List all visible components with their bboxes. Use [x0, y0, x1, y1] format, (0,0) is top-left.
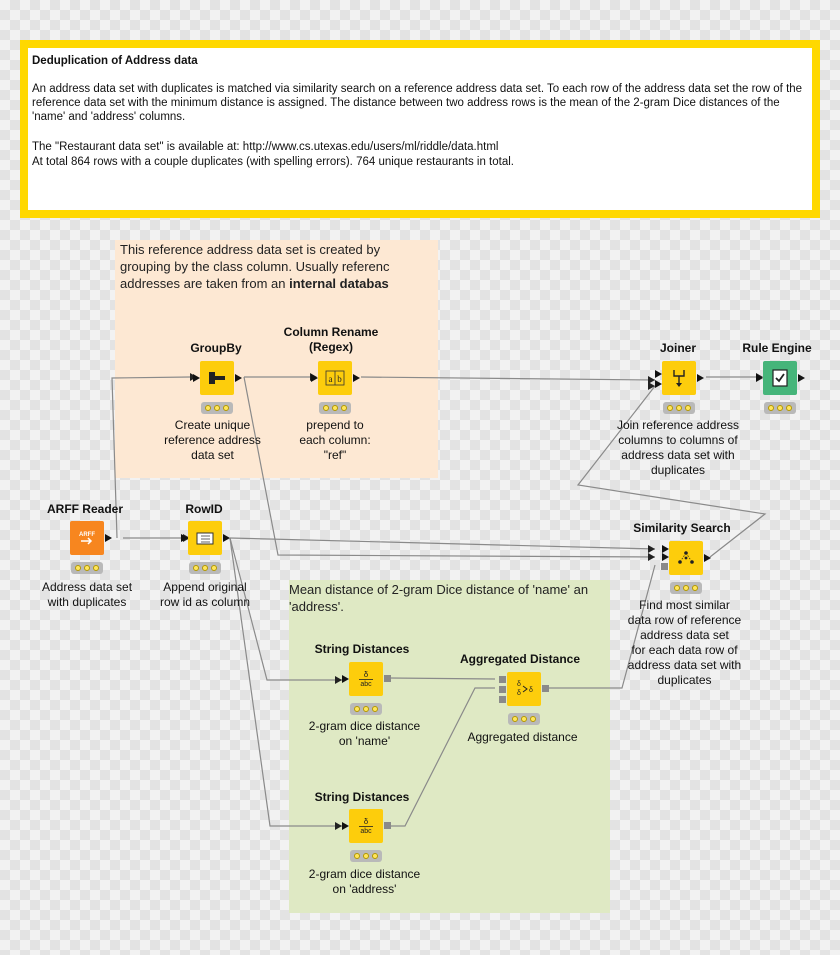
- annotation-reference-line-2: grouping by the class column. Usually referenc: [120, 259, 390, 274]
- arff-reader-node[interactable]: [70, 521, 104, 555]
- svg-text:ARFF: ARFF: [79, 532, 95, 538]
- description-title: Deduplication of Address data: [32, 55, 198, 67]
- column-rename-status-light: [319, 402, 351, 414]
- arrowhead-similarity-search-2: [648, 553, 655, 561]
- svg-text:δ: δ: [363, 817, 369, 826]
- joiner-icon: [662, 361, 696, 395]
- joiner-caption-line-4: duplicates: [650, 463, 706, 477]
- arrowhead-joiner-bottom: [648, 382, 655, 390]
- rowid-caption-line-1: Append original: [163, 580, 247, 594]
- column-rename-title-line-2: (Regex): [308, 340, 353, 354]
- arrowhead-similarity-search-1: [648, 545, 655, 553]
- aggregated-distance-input-port-3[interactable]: [499, 696, 506, 703]
- groupby-caption-line-3: data set: [191, 448, 234, 462]
- joiner-input-port-2[interactable]: [655, 380, 662, 388]
- string-distances-name-status-light: [350, 703, 382, 715]
- groupby-input-port[interactable]: [193, 374, 200, 382]
- string-distances-address-node[interactable]: [349, 809, 383, 843]
- similarity-search-title: Similarity Search: [633, 521, 731, 535]
- column-rename-output-port[interactable]: [353, 374, 360, 382]
- rowid-caption-line-2: row id as column: [159, 595, 251, 609]
- column-rename-node[interactable]: [318, 361, 352, 395]
- arrowhead-string-distances-name: [335, 676, 342, 684]
- arff-reader-caption-line-1: Address data set: [41, 580, 133, 594]
- joiner-caption-line-3: address data set with: [621, 448, 735, 462]
- column-rename-icon: [318, 361, 352, 395]
- groupby-icon: [200, 361, 234, 395]
- string-distances-address-title: String Distances: [314, 790, 410, 804]
- aggregated-distance-icon: [507, 672, 541, 706]
- rowid-icon: [188, 521, 222, 555]
- similarity-search-input-port-3[interactable]: [661, 563, 668, 570]
- column-rename-title-line-1: Column Rename: [283, 325, 379, 339]
- similarity-search-node[interactable]: [669, 541, 703, 575]
- string-distances-address-caption: [297, 867, 432, 897]
- string-distance-icon: [349, 809, 383, 843]
- joiner-input-port-1[interactable]: [655, 370, 662, 378]
- string-distances-name-title: String Distances: [314, 642, 410, 656]
- description-paragraph-1: An address data set with duplicates is matched via similarity search on a reference address data set. To each row of the address data set the row of the reference data set with the minimum distance is assigned. The distance between two address rows is the mean of the 2-gram Dice distances of the 'name' and 'address' columns.: [32, 83, 803, 123]
- rowid-output-port[interactable]: [223, 534, 230, 542]
- rule-engine-input-port[interactable]: [756, 374, 763, 382]
- arff-reader-caption: [22, 580, 152, 610]
- aggregated-distance-output-port[interactable]: [542, 685, 549, 692]
- similarity-search-caption-line-4: for each data row of: [631, 643, 738, 657]
- connection-column-rename-to-joiner: [361, 377, 655, 380]
- connection-groupby-to-similarity-search: [244, 377, 655, 557]
- joiner-caption-line-1: Join reference address: [616, 418, 740, 432]
- aggregated-distance-title: Aggregated Distance: [459, 652, 581, 666]
- joiner-status-light: [663, 402, 695, 414]
- column-rename-caption: [280, 418, 390, 463]
- string-distances-name-caption-line-2: on 'name': [338, 734, 391, 748]
- rowid-input-port[interactable]: [181, 534, 188, 542]
- groupby-output-port[interactable]: [235, 374, 242, 382]
- groupby-status-light: [201, 402, 233, 414]
- similarity-search-caption-line-2: data row of reference: [627, 613, 742, 627]
- joiner-node[interactable]: [662, 361, 696, 395]
- aggregated-distance-input-port-1[interactable]: [499, 676, 506, 683]
- arff-reader-caption-line-2: with duplicates: [47, 595, 127, 609]
- rule-engine-status-light: [764, 402, 796, 414]
- arff-reader-status-light: [71, 562, 103, 574]
- similarity-search-icon: [669, 541, 703, 575]
- string-distances-name-caption-line-1: 2-gram dice distance: [308, 719, 421, 733]
- svg-text:b: b: [337, 374, 342, 384]
- string-distances-address-caption-line-2: on 'address': [332, 882, 397, 896]
- annotation-mean-line-2: 'address'.: [289, 599, 344, 614]
- string-distances-address-status-light: [350, 850, 382, 862]
- string-distances-name-output-port[interactable]: [384, 675, 391, 682]
- string-distances-address-output-port[interactable]: [384, 822, 391, 829]
- connection-string-distances-address-to-aggregated: [390, 688, 495, 826]
- annotation-reference-line-1: This reference address data set is created by: [120, 242, 381, 257]
- rule-engine-icon: [763, 361, 797, 395]
- column-rename-caption-line-1: prepend to: [306, 418, 364, 432]
- rowid-status-light: [189, 562, 221, 574]
- annotation-mean-line-1: Mean distance of 2-gram Dice distance of 'name' an: [289, 582, 589, 597]
- aggregated-distance-status-light: [508, 713, 540, 725]
- similarity-search-input-port-1[interactable]: [662, 545, 669, 553]
- annotation-reference-line-3-normal: addresses are taken from an: [120, 276, 290, 291]
- groupby-title: GroupBy: [190, 341, 242, 355]
- annotation-reference-line-3-bold: internal databas: [289, 276, 389, 291]
- column-rename-input-port[interactable]: [311, 374, 318, 382]
- joiner-output-port[interactable]: [697, 374, 704, 382]
- joiner-caption: [603, 418, 753, 478]
- rule-engine-title: Rule Engine: [742, 341, 812, 355]
- description-paragraph-2-line-2: At total 864 rows with a couple duplicates (with spelling errors). 764 unique restaurants in total.: [32, 156, 514, 168]
- column-rename-caption-line-3: "ref": [323, 448, 347, 462]
- similarity-search-caption-line-3: address data set: [640, 628, 729, 642]
- string-distance-icon: [349, 662, 383, 696]
- svg-text:δ: δ: [529, 687, 533, 694]
- joiner-caption-line-2: columns to columns of: [618, 433, 738, 447]
- svg-text:δ: δ: [517, 690, 521, 697]
- rule-engine-node[interactable]: [763, 361, 797, 395]
- column-rename-title: [266, 325, 396, 355]
- similarity-search-output-port[interactable]: [704, 554, 711, 562]
- aggregated-distance-input-port-2[interactable]: [499, 686, 506, 693]
- arrowhead-string-distances-address: [335, 822, 342, 830]
- svg-text:a: a: [328, 374, 333, 384]
- string-distances-address-caption-line-1: 2-gram dice distance: [308, 867, 421, 881]
- rule-engine-output-port[interactable]: [798, 374, 805, 382]
- arff-reader-icon: [70, 521, 104, 555]
- svg-text:δ: δ: [363, 670, 369, 679]
- string-distances-name-node[interactable]: [349, 662, 383, 696]
- groupby-caption: [150, 418, 275, 463]
- string-distances-address-input-port[interactable]: [342, 822, 349, 830]
- arff-reader-output-port[interactable]: [105, 534, 112, 542]
- connection-rowid-to-similarity-search: [230, 538, 655, 549]
- similarity-search-caption-line-6: duplicates: [657, 673, 712, 687]
- aggregated-distance-caption: [455, 730, 590, 745]
- rowid-caption: [145, 580, 265, 610]
- joiner-title: Joiner: [659, 341, 696, 355]
- rowid-node[interactable]: [188, 521, 222, 555]
- string-distances-name-caption: [297, 719, 432, 749]
- svg-text:δ: δ: [517, 681, 521, 688]
- string-distances-name-input-port[interactable]: [342, 675, 349, 683]
- aggregated-distance-node[interactable]: [507, 672, 541, 706]
- similarity-search-caption-line-1: Find most similar: [639, 598, 730, 612]
- svg-text:abc: abc: [360, 828, 372, 835]
- similarity-search-input-port-2[interactable]: [662, 553, 669, 561]
- svg-text:abc: abc: [360, 681, 372, 688]
- description-paragraph-2-line-1: The "Restaurant data set" is available at: http://www.cs.utexas.edu/users/ml/riddle/data.html: [32, 141, 499, 153]
- groupby-node[interactable]: [200, 361, 234, 395]
- groupby-caption-line-2: reference address: [164, 433, 261, 447]
- similarity-search-status-light: [670, 582, 702, 594]
- similarity-search-caption: [612, 598, 757, 688]
- arff-reader-title: ARFF Reader: [46, 502, 123, 516]
- connection-string-distances-name-to-aggregated: [390, 678, 495, 679]
- aggregated-distance-caption-line-1: Aggregated distance: [467, 730, 578, 744]
- groupby-caption-line-1: Create unique: [174, 418, 251, 432]
- similarity-search-caption-line-5: address data set with: [627, 658, 742, 672]
- rowid-title: RowID: [185, 502, 223, 516]
- column-rename-caption-line-2: each column:: [299, 433, 371, 447]
